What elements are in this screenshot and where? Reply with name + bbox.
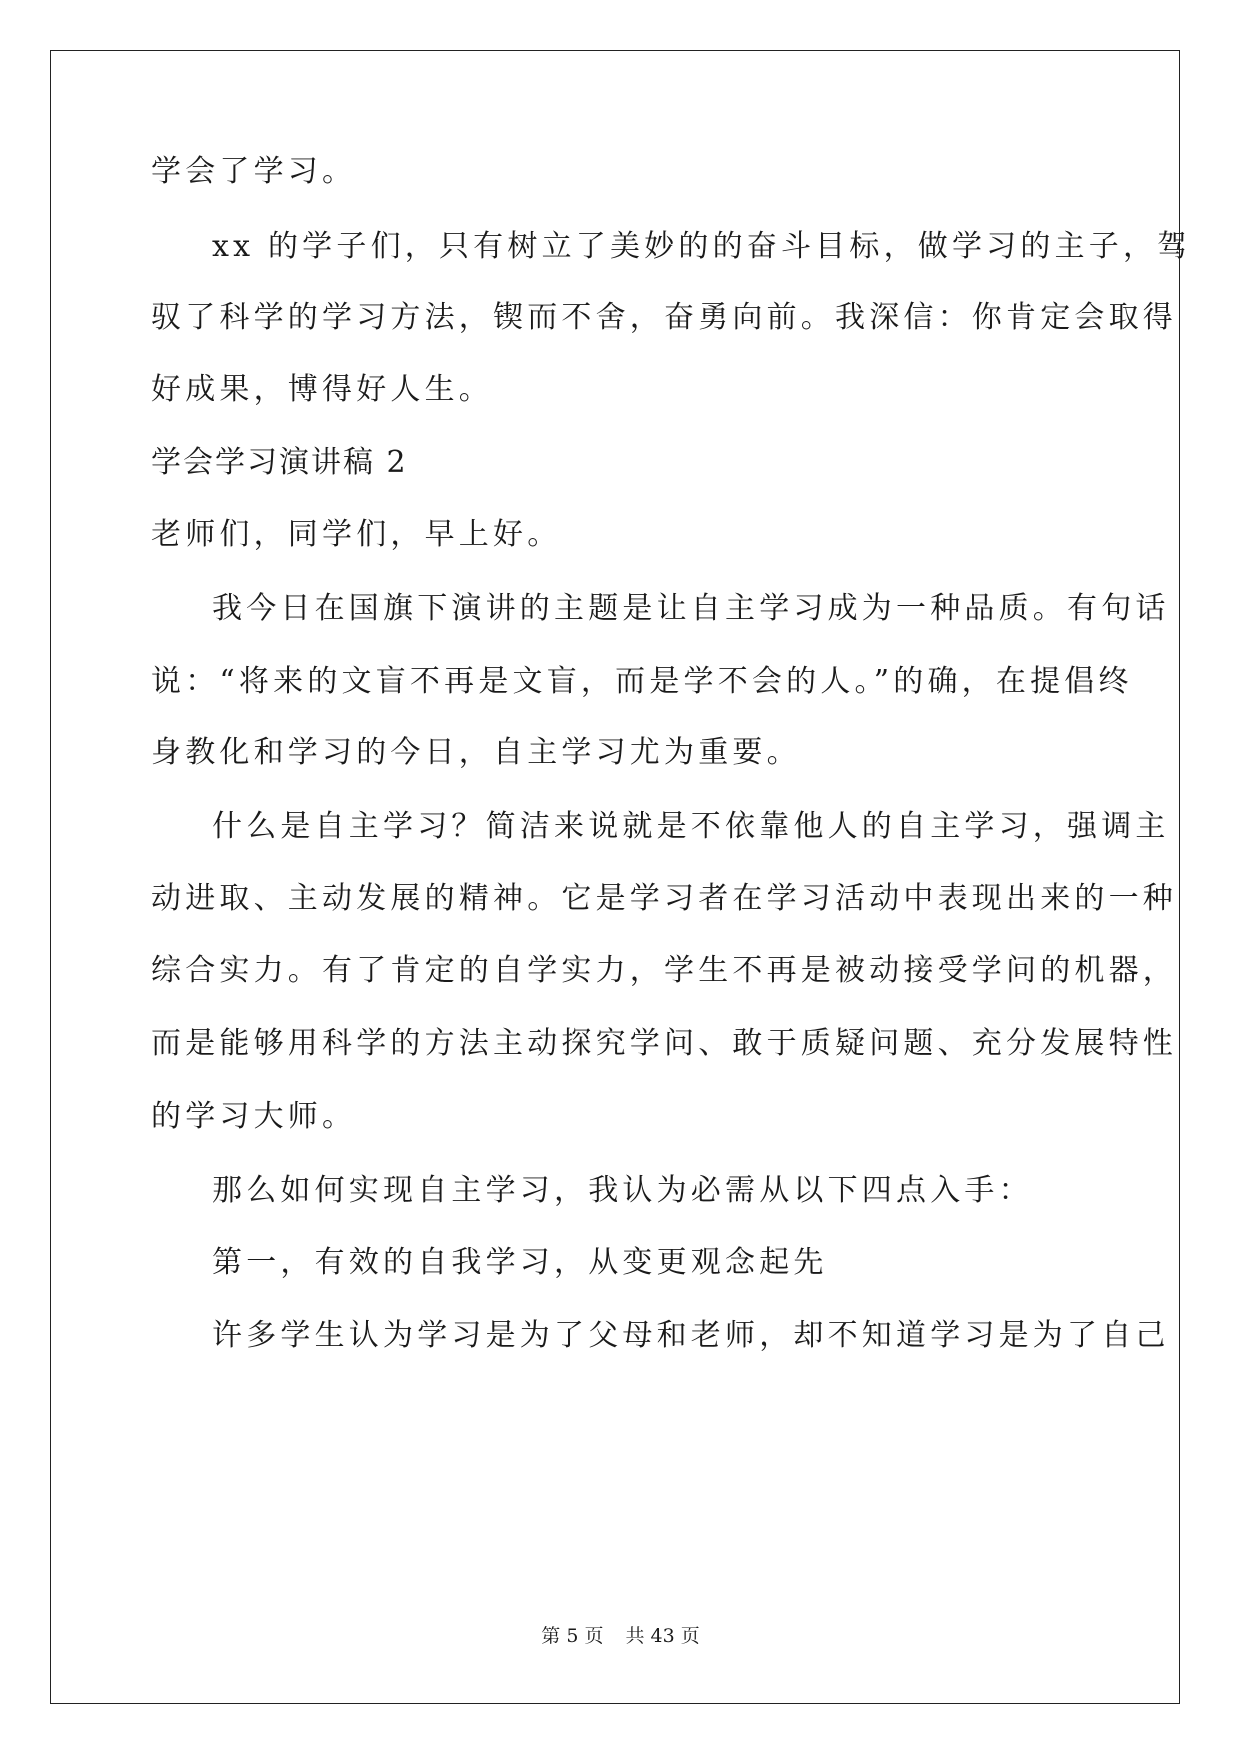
paragraph-start: 那么如何实现自主学习，我认为必需从以下四点入手：	[212, 1173, 1033, 1208]
page-total: 共 43 页	[625, 1625, 700, 1647]
body-line: 好成果，博得好人生。	[151, 372, 493, 407]
paragraph-start: 我今日在国旗下演讲的主题是让自主学习成为一种品质。有句话	[212, 591, 1170, 626]
section-heading: 学会学习演讲稿 2	[151, 445, 408, 480]
paragraph-start: 许多学生认为学习是为了父母和老师，却不知道学习是为了自己	[212, 1318, 1170, 1353]
body-line: 的学习大师。	[151, 1099, 357, 1134]
greeting-line: 老师们，同学们，早上好。	[151, 517, 562, 552]
body-line: 驭了科学的学习方法，锲而不舍，奋勇向前。我深信：你肯定会取得	[151, 300, 1177, 335]
body-line: 说：“将来的文盲不再是文盲，而是学不会的人。”的确，在提倡终	[151, 664, 1133, 699]
body-line: 动进取、主动发展的精神。它是学习者在学习活动中表现出来的一种	[151, 881, 1177, 916]
body-line: 综合实力。有了肯定的自学实力，学生不再是被动接受学问的机器，	[151, 953, 1177, 988]
body-line: 学会了学习。	[151, 154, 357, 189]
body-line: 身教化和学习的今日，自主学习尤为重要。	[151, 735, 801, 770]
paragraph-start: xx 的学子们，只有树立了美妙的的奋斗目标，做学习的主子，驾	[212, 229, 1192, 264]
paragraph-start: 什么是自主学习？简洁来说就是不依靠他人的自主学习，强调主	[212, 809, 1170, 844]
page-footer	[0, 1624, 1241, 1648]
body-line: 而是能够用科学的方法主动探究学问、敢于质疑问题、充分发展特性	[151, 1026, 1177, 1061]
page-number: 第 5 页	[541, 1625, 604, 1647]
paragraph-start: 第一，有效的自我学习，从变更观念起先	[212, 1245, 828, 1280]
